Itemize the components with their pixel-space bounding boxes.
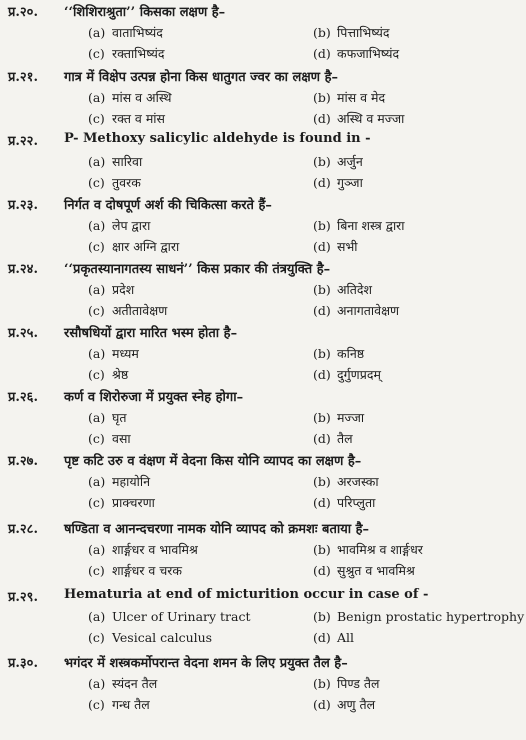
question-block [0,195,526,259]
option-label: (b) [313,154,331,169]
option-label: (a) [88,474,106,489]
answer-option[interactable] [88,238,179,255]
answer-option[interactable] [88,89,171,106]
question-number: प्र.२१. [8,70,38,85]
option-label: (d) [313,495,331,510]
option-label: (c) [88,303,105,318]
option-text: Vesical calculus [112,630,213,645]
option-text: परिप्लुता [337,495,376,510]
answer-option[interactable] [88,541,198,558]
question-block [0,67,526,131]
option-label: (a) [88,282,106,297]
answer-option[interactable] [313,24,390,41]
question-text: ‘‘प्रकृतस्यानागतस्य साधनं’’ किस प्रकार की तंत्रयुक्ति है– [64,262,331,277]
option-label: (d) [313,630,331,645]
option-label: (b) [313,542,331,557]
answer-option[interactable] [88,281,134,298]
question-block [0,451,526,515]
option-text: मांस व मेद [337,90,386,105]
question-text: P- Methoxy salicylic aldehyde is found in - [64,131,371,146]
answer-option[interactable] [313,45,399,62]
question-text: निर्गत व दोषपूर्ण अर्श की चिकित्सा करते हैं– [64,198,272,213]
question-number: प्र.२०. [8,5,38,20]
option-text: पित्ताभिष्यंद [337,25,390,40]
option-label: (a) [88,218,106,233]
answer-option[interactable] [313,281,372,298]
question-text: गात्र में विक्षेप उत्पन्न होना किस धातुगत ज्वर का लक्षण है– [64,70,338,85]
question-block [0,653,526,717]
option-label: (a) [88,542,106,557]
option-text: रक्त व मांस [112,111,165,126]
option-label: (c) [88,111,105,126]
answer-option[interactable] [88,630,212,645]
question-number: प्र.२३. [8,198,38,213]
option-text: अतिदेश [337,282,373,297]
answer-option[interactable] [313,630,354,645]
answer-option[interactable] [313,153,363,170]
option-label: (c) [88,630,105,645]
answer-option[interactable] [313,409,364,426]
option-text: सुश्रुत व भावमिश्र [337,563,415,578]
option-label: (b) [313,676,331,691]
answer-option[interactable] [313,217,405,234]
question-number: प्र.२७. [8,454,38,469]
answer-option[interactable] [313,494,375,511]
option-label: (d) [313,563,331,578]
answer-option[interactable] [88,24,163,41]
answer-option[interactable] [88,366,128,383]
question-text: षण्डिता व आनन्दचरणा नामक योनि व्यापद को क्रमशः बताया है– [64,522,370,537]
option-label: (c) [88,239,105,254]
option-text: शार्ङ्गधर व चरक [112,563,182,578]
option-text: अणु तैल [337,697,376,712]
answer-option[interactable] [313,696,375,713]
answer-option[interactable] [88,430,131,447]
question-number: प्र.२५. [8,326,38,341]
question-text: पृष्ट कटि उरु व वंक्षण में वेदना किस योनि व्यापद का लक्षण है– [64,454,362,469]
option-text: पिण्ड तैल [337,676,380,691]
option-text: All [337,630,355,645]
answer-option[interactable] [313,345,364,362]
option-label: (b) [313,282,331,297]
answer-option[interactable] [88,675,157,692]
answer-option[interactable] [313,366,381,383]
option-text: अर्जुन [337,154,363,169]
option-label: (d) [313,175,331,190]
question-text: भगंदर में शस्त्रकर्मोपरान्त वेदना शमन के लिए प्रयुक्त तैल है– [64,656,348,671]
option-label: (a) [88,90,106,105]
option-text: मध्यम [112,346,139,361]
option-text: महायोनि [112,474,151,489]
option-text: Ulcer of Urinary tract [112,609,251,624]
option-text: तुवरक [112,175,141,190]
option-text: मांस व अस्थि [112,90,172,105]
answer-option[interactable] [313,473,379,490]
option-text: प्रदेश [112,282,135,297]
question-text: रसौषधियों द्वारा मारित भस्म होता है– [64,326,238,341]
option-label: (a) [88,609,106,624]
option-text: प्राक्चरणा [112,495,155,510]
option-text: अनागतावेक्षण [337,303,400,318]
answer-option[interactable] [88,110,165,127]
question-block [0,587,526,651]
option-label: (b) [313,346,331,361]
option-text: रक्ताभिष्यंद [112,46,165,61]
option-text: श्रेष्ठ [112,367,129,382]
option-text: अतीतावेक्षण [112,303,168,318]
question-block [0,259,526,323]
answer-option[interactable] [88,45,165,62]
option-label: (c) [88,495,105,510]
option-text: सारिवा [112,154,143,169]
question-text: ‘‘शिशिराश्रुता’’ किसका लक्षण है– [64,5,226,20]
answer-option[interactable] [88,562,182,579]
question-block [0,2,526,66]
option-text: अस्थि व मज्जा [337,111,405,126]
option-label: (d) [313,303,331,318]
question-number: प्र.२८. [8,522,38,537]
option-label: (b) [313,474,331,489]
option-label: (c) [88,46,105,61]
option-text: भावमिश्र व शार्ङ्गधर [337,542,423,557]
answer-option[interactable] [313,238,357,255]
answer-option[interactable] [88,174,141,191]
option-label: (c) [88,367,105,382]
option-text: मज्जा [337,410,365,425]
option-label: (a) [88,25,106,40]
answer-option[interactable] [88,409,127,426]
option-label: (c) [88,175,105,190]
option-label: (b) [313,410,331,425]
option-label: (c) [88,431,105,446]
question-block [0,519,526,583]
question-number: प्र.३०. [8,656,38,671]
question-block [0,323,526,387]
option-text: वाताभिष्यंद [112,25,163,40]
question-number: प्र.२२. [8,134,38,149]
answer-option[interactable] [313,110,404,127]
option-text: बिना शस्त्र द्वारा [337,218,405,233]
option-text: तैल [337,431,353,446]
option-label: (d) [313,367,331,382]
option-text: कफजाभिष्यंद [337,46,400,61]
question-number: प्र.२९. [8,590,38,605]
question-number: प्र.२६. [8,390,38,405]
answer-option[interactable] [88,473,150,490]
question-number: प्र.२४. [8,262,38,277]
answer-option[interactable] [88,302,167,319]
option-label: (b) [313,25,331,40]
option-text: वसा [112,431,131,446]
question-text: कर्ण व शिरोरुजा में प्रयुक्त स्नेह होगा– [64,390,244,405]
answer-option[interactable] [88,345,139,362]
answer-option[interactable] [313,430,353,447]
answer-option[interactable] [313,675,380,692]
option-text: क्षार अग्नि द्वारा [112,239,180,254]
answer-option[interactable] [313,89,385,106]
question-block [0,387,526,451]
question-block [0,131,526,195]
option-text: दुर्गुणप्रदम् [337,367,381,382]
option-text: शार्ङ्गधर व भावमिश्र [112,542,198,557]
answer-option[interactable] [313,541,423,558]
option-label: (c) [88,563,105,578]
option-text: सभी [337,239,358,254]
answer-option[interactable] [88,217,150,234]
option-label: (d) [313,239,331,254]
option-label: (d) [313,46,331,61]
option-text: स्यंदन तैल [112,676,158,691]
option-label: (a) [88,410,106,425]
question-text: Hematuria at end of micturition occur in case of - [64,587,429,602]
option-label: (a) [88,676,106,691]
option-label: (d) [313,431,331,446]
answer-option[interactable] [88,153,142,170]
answer-option[interactable] [88,696,150,713]
option-label: (a) [88,154,106,169]
option-text: घृत [112,410,127,425]
option-label: (d) [313,111,331,126]
option-label: (c) [88,697,105,712]
option-label: (b) [313,218,331,233]
answer-option[interactable] [313,302,399,319]
option-text: लेप द्वारा [112,218,151,233]
option-label: (a) [88,346,106,361]
answer-option[interactable] [313,609,524,624]
option-text: अरजस्का [337,474,379,489]
option-label: (d) [313,697,331,712]
option-text: गन्ध तैल [112,697,150,712]
option-label: (b) [313,90,331,105]
answer-option[interactable] [313,174,363,191]
option-text: Benign prostatic hypertrophy [337,609,525,624]
option-text: कनिष्ठ [337,346,365,361]
answer-option[interactable] [88,609,251,624]
option-text: गुञ्जा [337,175,363,190]
answer-option[interactable] [88,494,155,511]
option-label: (b) [313,609,331,624]
answer-option[interactable] [313,562,415,579]
